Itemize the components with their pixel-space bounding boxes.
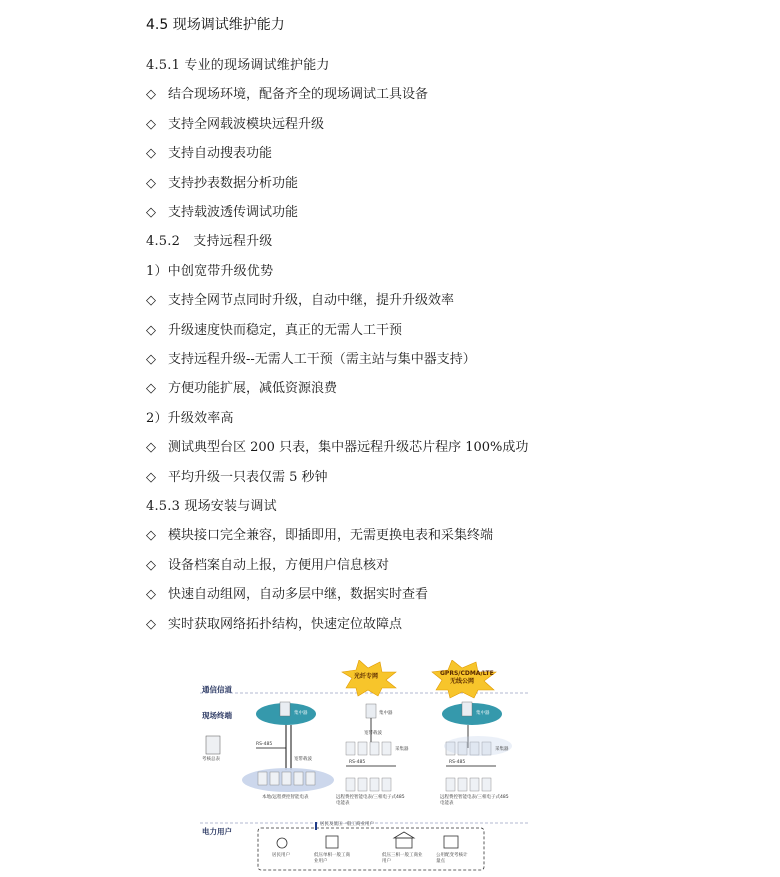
diamond-bullet-icon: ◇	[146, 617, 156, 632]
row-label-channel: 通信信道	[202, 685, 232, 694]
rs485-label-right: RS-485	[449, 760, 466, 765]
network-diagram	[196, 660, 536, 874]
bullet-item	[146, 201, 298, 220]
row-label-terminal: 现场终端	[202, 711, 232, 720]
bullet-item	[146, 613, 402, 632]
line-text: 升级速度快而稳定，真正的无需人工干预	[168, 323, 403, 338]
bullet-item	[146, 348, 476, 367]
bullet-item	[146, 436, 528, 455]
line-text: 测试典型台区 200 只表，集中器远程升级芯片程序 100%成功	[168, 440, 529, 455]
line-text: 4.5.2 支持远程升级	[146, 234, 273, 249]
bullet-item	[146, 142, 272, 161]
concentrator-label-right: 集中器	[476, 711, 490, 716]
line-text: 设备档案自动上报，方便用户信息核对	[168, 558, 390, 573]
line-text: 结合现场环境，配备齐全的现场调试工具设备	[168, 87, 429, 102]
line-text: 平均升级一只表仅需 5 秒钟	[168, 470, 328, 485]
meters-label-mid: 远程费控智能电表/三相电子式485电能表	[336, 795, 405, 806]
subsection-line	[146, 54, 330, 73]
rs485-label-mid: RS-485	[349, 760, 366, 765]
carrier-label-left: 宽带载波	[294, 757, 312, 762]
diamond-bullet-icon: ◇	[146, 440, 156, 455]
total-meter-label: 考核总表	[202, 757, 220, 762]
line-text: 1）中创宽带升级优势	[146, 264, 274, 279]
concentrator-label-left: 集中器	[294, 711, 308, 716]
wireless-network-label-2: 无线公网	[450, 678, 475, 685]
rs485-label-left: RS-485	[256, 742, 273, 747]
diamond-bullet-icon: ◇	[146, 87, 156, 102]
line-text: 方便功能扩展，减低资源浪费	[168, 381, 338, 396]
subsection-line	[146, 407, 234, 426]
bullet-item	[146, 583, 428, 602]
line-text: 支持远程升级--无需人工干预（需主站与集中器支持）	[168, 352, 476, 367]
meters-label-right: 远程费控智能电表/三相电子式485电能表	[440, 795, 509, 806]
meters-label-left: 本地/远程费控智能电表	[262, 795, 309, 800]
line-text: 快速自动组网，自动多层中继，数据实时查看	[168, 587, 429, 602]
diagram-graphics	[196, 660, 536, 874]
bullet-item	[146, 172, 298, 191]
user-label-three-phase: 低压三相一般工商业用户	[382, 853, 423, 864]
section-heading: 4.5 现场调试维护能力	[146, 17, 285, 33]
diamond-bullet-icon: ◇	[146, 293, 156, 308]
fiber-network-label: 光纤专网	[354, 673, 379, 680]
wireless-network-label-1: GPRS/CDMA/LTE	[440, 670, 494, 677]
bullet-item	[146, 377, 337, 396]
line-text: 支持自动搜表功能	[168, 146, 273, 161]
users-group-label: 居民及低压一般工商业用户	[320, 822, 374, 827]
diamond-bullet-icon: ◇	[146, 146, 156, 161]
diamond-bullet-icon: ◇	[146, 176, 156, 191]
bullet-item	[146, 319, 402, 338]
bullet-item	[146, 113, 324, 132]
bullet-item	[146, 289, 454, 308]
concentrator-label-mid: 集中器	[379, 711, 393, 716]
carrier-label-mid: 宽带载波	[364, 731, 382, 736]
diamond-bullet-icon: ◇	[146, 352, 156, 367]
line-text: 支持全网载波模块远程升级	[168, 117, 325, 132]
diamond-bullet-icon: ◇	[146, 381, 156, 396]
line-text: 2）升级效率高	[146, 411, 234, 426]
line-text: 支持载波透传调试功能	[168, 205, 299, 220]
line-text: 模块接口完全兼容，即插即用，无需更换电表和采集终端	[168, 528, 494, 543]
line-text: 4.5.1 专业的现场调试维护能力	[146, 58, 330, 73]
user-label-resident: 居民用户	[272, 853, 290, 858]
row-label-users: 电力用户	[202, 827, 232, 836]
bullet-item	[146, 524, 493, 543]
collector-label-mid: 采集器	[395, 747, 409, 752]
diamond-bullet-icon: ◇	[146, 205, 156, 220]
collector-label-right: 采集器	[495, 747, 509, 752]
subsection-line	[146, 495, 277, 514]
line-text: 4.5.3 现场安装与调试	[146, 499, 277, 514]
diamond-bullet-icon: ◇	[146, 587, 156, 602]
diamond-bullet-icon: ◇	[146, 558, 156, 573]
user-label-public-transformer: 公用配变考核计量点	[436, 853, 468, 864]
diamond-bullet-icon: ◇	[146, 528, 156, 543]
line-text: 支持抄表数据分析功能	[168, 176, 299, 191]
diamond-bullet-icon: ◇	[146, 470, 156, 485]
subsection-line	[146, 230, 272, 249]
bullet-item	[146, 83, 428, 102]
line-text: 实时获取网络拓扑结构，快速定位故障点	[168, 617, 403, 632]
line-text: 支持全网节点同时升级，自动中继，提升升级效率	[168, 293, 455, 308]
user-label-single-phase: 低压单相一般工商业用户	[314, 853, 350, 864]
diamond-bullet-icon: ◇	[146, 117, 156, 132]
bullet-item	[146, 466, 328, 485]
diamond-bullet-icon: ◇	[146, 323, 156, 338]
bullet-item	[146, 554, 389, 573]
subsection-line	[146, 260, 273, 279]
